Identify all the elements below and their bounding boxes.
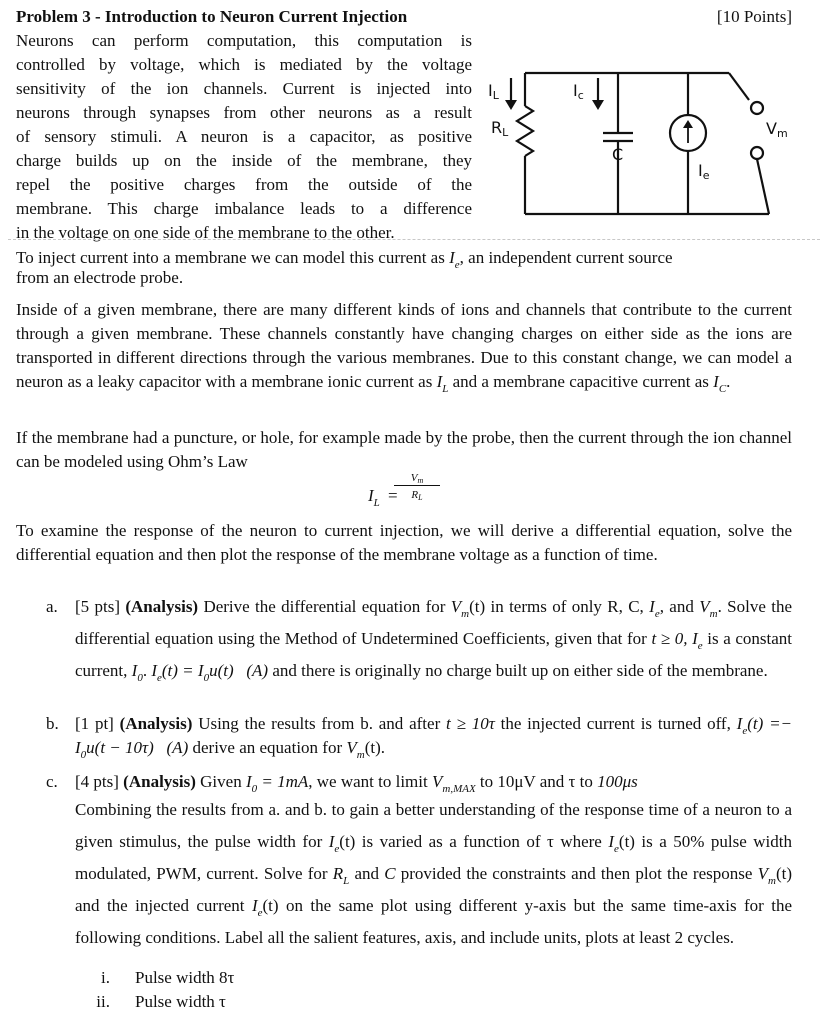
sub-item-list	[88, 966, 388, 1014]
intro-line: repel the positive charges from the outside of the	[16, 175, 472, 194]
title-row	[16, 5, 816, 29]
vm-symbol: V	[757, 864, 768, 883]
sub-item-label: i.	[101, 968, 110, 987]
ie-arrowhead-icon	[683, 120, 693, 128]
sub-item-label: ii.	[96, 992, 110, 1011]
question-text: Combining the results from a. and b. to gain a better understanding of the response time of a neuron to a given stimulus, the pulse width for	[75, 800, 792, 851]
paragraph-examine	[16, 519, 792, 567]
i0-subscript: 0	[80, 749, 87, 761]
vm-subscript: m	[356, 749, 365, 761]
i0-subscript: 0	[251, 783, 258, 795]
i0-symbol: I	[197, 661, 204, 680]
equation-math: u(t − 10τ) (A)	[86, 738, 189, 757]
question-text: Derive the differential equation for	[198, 597, 451, 616]
ie-symbol: I	[608, 832, 615, 851]
intro-line: in the voltage on one side of the membrane to the other.	[16, 223, 395, 242]
para2-text: and a membrane capacitive current as	[448, 372, 714, 391]
question-label: b.	[46, 714, 59, 733]
tau-value: 100μs	[597, 772, 638, 791]
equation-math: (t) =	[161, 661, 198, 680]
para1-text: , an independent current source	[459, 248, 673, 267]
question-c	[46, 768, 792, 954]
ie-symbol: I	[151, 661, 157, 680]
ie-subscript: e	[454, 259, 460, 271]
neuron-circuit-diagram	[484, 40, 804, 230]
vm-symbol: V	[450, 597, 462, 616]
para1-text: To inject current into a membrane we can model this current as	[16, 248, 450, 267]
paragraph-injection	[16, 242, 792, 290]
ie-subscript: e	[156, 672, 162, 684]
points-label: [10 Points]	[716, 7, 792, 26]
para2-text: .	[726, 372, 731, 391]
sub-item	[88, 990, 388, 1014]
question-text: (t) is varied as a function of τ where	[339, 832, 609, 851]
intro-line: membrane. This charge imbalance leads to a difference	[16, 199, 472, 218]
ie-subscript: e	[742, 725, 748, 737]
analysis-tag: (Analysis)	[123, 772, 196, 791]
question-label: a.	[46, 597, 58, 616]
formula-denominator-subscript: L	[418, 493, 423, 502]
points-text: [5 pts]	[75, 597, 126, 616]
question-text: provided the constraints and then plot the response	[395, 864, 758, 883]
question-b	[46, 712, 792, 760]
ie-subscript: e	[614, 843, 619, 855]
ie-subscript: e	[257, 907, 263, 919]
ie-symbol: I	[736, 714, 743, 733]
question-text: (t).	[364, 738, 386, 757]
vmax-symbol: V	[431, 772, 443, 791]
para4-text: To examine the response of the neuron to current injection, we will derive a differential equation, solve the differential equation and then plot the response of the membrane voltage as a function of time.	[16, 521, 792, 564]
problem-title: Problem 3 - Introduction to Neuron Current Injection	[16, 7, 408, 26]
c-label: C	[612, 145, 624, 164]
vm-terminal-top	[751, 102, 763, 114]
intro-paragraph	[16, 29, 472, 245]
vm-terminal-bottom	[751, 147, 763, 159]
question-a	[46, 591, 792, 687]
analysis-tag: (Analysis)	[119, 714, 193, 733]
ic-subscript: C	[718, 383, 727, 395]
rl-label: RL	[491, 118, 509, 139]
question-text: and there is originally no charge built up on either side of the membrane.	[268, 661, 768, 680]
intro-line: neurons through synapses from other neurons as a result	[16, 103, 472, 122]
il-arrowhead-icon	[505, 100, 517, 110]
question-text: , and	[659, 597, 694, 616]
i0-symbol: I	[245, 772, 252, 791]
vm-wire-bottom	[757, 159, 769, 214]
para1-text: from an electrode probe.	[16, 268, 184, 287]
vm-wire-top	[729, 73, 749, 100]
question-text: (t) is a 50% pulse width modulated, PWM, current. Solve for	[75, 832, 792, 883]
il-symbol: I	[436, 372, 443, 391]
question-text: Using the results from b. and after	[192, 714, 447, 733]
intro-line: of sensory stimuli. A neuron is a capacitor, as positive	[16, 127, 472, 146]
ie-subscript: e	[334, 843, 340, 855]
equation-math: (t) =−	[747, 714, 793, 733]
i0-subscript: 0	[137, 672, 143, 684]
intro-line: charge builds up on the inside of the membrane, they	[16, 151, 472, 170]
formula-lhs-subscript: L	[373, 497, 380, 509]
para2-text: Inside of a given membrane, there are many different kinds of ions and channels that contribute to the current through a given membrane. These channels constantly have changing charges on either side as the ions are transported in different directions through the various membranes. Due to this constant change, we can model a neuron as a leaky capacitor with a membrane ionic current as	[16, 300, 792, 391]
vm-subscript: m	[709, 608, 718, 620]
ie-symbol: I	[328, 832, 335, 851]
ic-arrowhead-icon	[592, 100, 604, 110]
resistor-rl	[517, 106, 533, 156]
rl-symbol: R	[332, 864, 344, 883]
vm-symbol: V	[346, 738, 357, 757]
vmax-subscript: m,MAX	[442, 783, 476, 795]
i0-subscript: 0	[203, 672, 210, 684]
paragraph-channels	[16, 298, 792, 394]
question-text: . Solve the differential equation using the Method of Undetermined Coefficients, given that for	[75, 597, 792, 648]
ie-label: Ie	[698, 161, 710, 182]
intro-line: Neurons can perform computation, this computation is	[16, 31, 472, 50]
points-text: [4 pts]	[75, 772, 124, 791]
vm-subscript: m	[461, 608, 470, 620]
condition-math: t ≥ 10τ	[446, 714, 495, 733]
ie-subscript: e	[654, 608, 660, 620]
question-text: the injected current is turned off,	[494, 714, 737, 733]
il-subscript: L	[442, 383, 449, 395]
para3-text: If the membrane had a puncture, or hole, for example made by the probe, then the current through the ion channel can be modeled using Ohm’s Law	[16, 428, 792, 471]
section-divider	[8, 239, 820, 240]
intro-line: sensitivity of the ion channels. Current is injected into	[16, 79, 472, 98]
question-text: .	[142, 661, 152, 680]
sub-item-text: Pulse width 8τ	[135, 968, 235, 987]
intro-line: controlled by voltage, which is mediated by the voltage	[16, 55, 472, 74]
vm-symbol: V	[699, 597, 710, 616]
il-label: IL	[488, 81, 499, 102]
paragraph-ohms-law	[16, 426, 792, 474]
ie-symbol: I	[692, 629, 698, 648]
i0-symbol: I	[75, 738, 81, 757]
question-text: , we want to limit	[308, 772, 432, 791]
question-text: (t) on the same plot using different y-axis but the same time-axis for the following conditions. Label all the salient features, axis, and include units, plots at least 2 cycles.	[75, 896, 792, 947]
sub-item	[88, 966, 388, 990]
formula-lhs: I	[368, 486, 374, 505]
c-symbol: C	[384, 864, 396, 883]
question-label: c.	[46, 772, 58, 791]
ie-symbol: I	[251, 896, 258, 915]
question-text: Given	[195, 772, 246, 791]
rl-subscript: L	[343, 875, 350, 887]
sub-item-text: Pulse width τ	[135, 992, 226, 1011]
analysis-tag: (Analysis)	[125, 597, 199, 616]
condition-math: t ≥ 0,	[651, 629, 693, 648]
ohms-law-formula	[368, 472, 448, 518]
vm-subscript: m	[768, 875, 776, 887]
formula-fraction	[394, 472, 440, 501]
question-text: (t) and the injected current	[75, 864, 792, 915]
formula-numerator: V	[410, 472, 418, 484]
question-text: to 10μV and τ to	[475, 772, 598, 791]
i0-symbol: I	[131, 661, 138, 680]
formula-equals: =	[388, 486, 398, 505]
formula-numerator-subscript: m	[417, 476, 424, 485]
equation-math: u(t) (A)	[209, 661, 269, 680]
vm-label: Vm	[766, 119, 788, 140]
points-text: [1 pt]	[75, 714, 120, 733]
ie-subscript: e	[697, 640, 703, 652]
question-text: and	[349, 864, 385, 883]
ic-label: Ic	[573, 81, 584, 102]
question-text: (t) in terms of only R, C,	[469, 597, 650, 616]
ic-symbol: I	[713, 372, 719, 391]
formula-denominator: R	[411, 489, 419, 501]
ie-symbol: I	[649, 597, 655, 616]
question-text: derive an equation for	[188, 738, 347, 757]
question-text: is a constant current,	[75, 629, 793, 680]
ie-symbol: I	[449, 248, 455, 267]
equation-math: = 1mA	[257, 772, 309, 791]
